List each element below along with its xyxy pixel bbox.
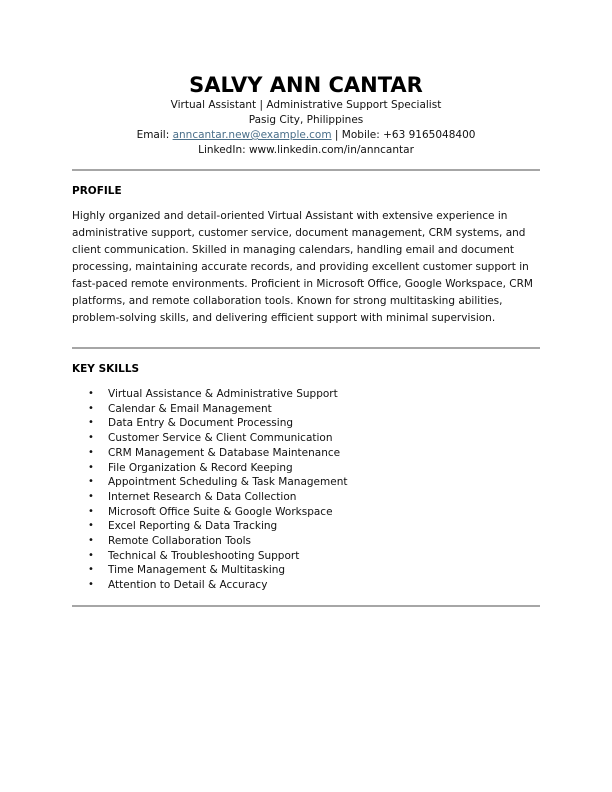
skill-label: CRM Management & Database Maintenance bbox=[108, 446, 341, 459]
profile-line: fast-paced remote environments. Proficient in Microsoft Office, Google Workspace, CRM bbox=[72, 278, 533, 290]
skill-label: Time Management & Multitasking bbox=[108, 564, 286, 577]
key-skills-heading: KEY SKILLS bbox=[72, 363, 140, 375]
skill-item bbox=[72, 490, 540, 505]
skill-label: Attention to Detail & Accuracy bbox=[108, 579, 268, 592]
section-divider bbox=[72, 605, 540, 607]
resume-header bbox=[72, 72, 540, 158]
email-link[interactable]: anncantar.new@example.com bbox=[172, 129, 332, 141]
bullet-icon: • bbox=[88, 476, 94, 488]
skill-item bbox=[72, 578, 540, 593]
skill-item bbox=[72, 387, 540, 402]
bullet-icon: • bbox=[88, 432, 94, 444]
profile-line: problem-solving skills, and delivering efficient support with minimal supervision. bbox=[72, 312, 496, 324]
contact-line bbox=[72, 128, 540, 143]
bullet-icon: • bbox=[88, 549, 94, 561]
bullet-icon: • bbox=[88, 535, 94, 547]
skill-item bbox=[72, 402, 540, 417]
skill-label: File Organization & Record Keeping bbox=[108, 461, 293, 474]
skills-list bbox=[72, 387, 540, 593]
skill-item bbox=[72, 416, 540, 431]
mobile-number: | Mobile: +63 9165048400 bbox=[331, 129, 476, 141]
skill-label: Data Entry & Document Processing bbox=[108, 417, 294, 430]
section-divider bbox=[72, 347, 540, 349]
bullet-icon: • bbox=[88, 564, 94, 576]
skill-label: Internet Research & Data Collection bbox=[108, 490, 297, 503]
profile-line: client communication. Skilled in managing calendars, handling email and document bbox=[72, 244, 514, 256]
skill-item bbox=[72, 534, 540, 549]
section-divider bbox=[72, 169, 540, 171]
location: Pasig City, Philippines bbox=[248, 114, 364, 126]
skill-label: Virtual Assistance & Administrative Support bbox=[108, 388, 338, 400]
bullet-icon: • bbox=[88, 417, 94, 429]
profile-heading: PROFILE bbox=[72, 185, 122, 197]
resume-page bbox=[72, 72, 540, 607]
skill-label: Excel Reporting & Data Tracking bbox=[108, 520, 278, 533]
bullet-icon: • bbox=[88, 579, 94, 591]
profile-line: platforms, and remote collaboration tools. Known for strong multitasking abilities, bbox=[72, 295, 503, 307]
skill-item bbox=[72, 505, 540, 520]
skill-label: Technical & Troubleshooting Support bbox=[108, 549, 300, 562]
bullet-icon: • bbox=[88, 388, 94, 399]
skill-label: Customer Service & Client Communication bbox=[108, 432, 333, 445]
skill-item bbox=[72, 475, 540, 490]
profile-line: Highly organized and detail-oriented Virtual Assistant with extensive experience in bbox=[72, 210, 508, 222]
profile-line: processing, maintaining accurate records, and providing excellent customer support in bbox=[72, 261, 529, 273]
skill-item bbox=[72, 431, 540, 446]
linkedin-line: LinkedIn: www.linkedin.com/in/anncantar bbox=[198, 144, 414, 156]
bullet-icon: • bbox=[88, 402, 94, 414]
bullet-icon: • bbox=[88, 490, 94, 502]
candidate-name: SALVY ANN CANTAR bbox=[189, 73, 423, 97]
profile-summary bbox=[72, 208, 540, 327]
bullet-icon: • bbox=[88, 461, 94, 473]
skill-item bbox=[72, 446, 540, 461]
skill-item bbox=[72, 563, 540, 578]
skill-label: Calendar & Email Management bbox=[108, 402, 272, 415]
bullet-icon: • bbox=[88, 520, 94, 532]
skill-label: Microsoft Office Suite & Google Workspace bbox=[108, 505, 333, 518]
skill-item bbox=[72, 519, 540, 534]
bullet-icon: • bbox=[88, 505, 94, 517]
skill-item bbox=[72, 461, 540, 476]
profile-line: administrative support, customer service, document management, CRM systems, and bbox=[72, 227, 526, 239]
skill-label: Remote Collaboration Tools bbox=[108, 535, 252, 548]
email-label: Email: bbox=[136, 129, 173, 141]
skill-label: Appointment Scheduling & Task Management bbox=[108, 476, 348, 489]
skill-item bbox=[72, 549, 540, 564]
bullet-icon: • bbox=[88, 446, 94, 458]
job-title: Virtual Assistant | Administrative Support Specialist bbox=[170, 99, 442, 111]
